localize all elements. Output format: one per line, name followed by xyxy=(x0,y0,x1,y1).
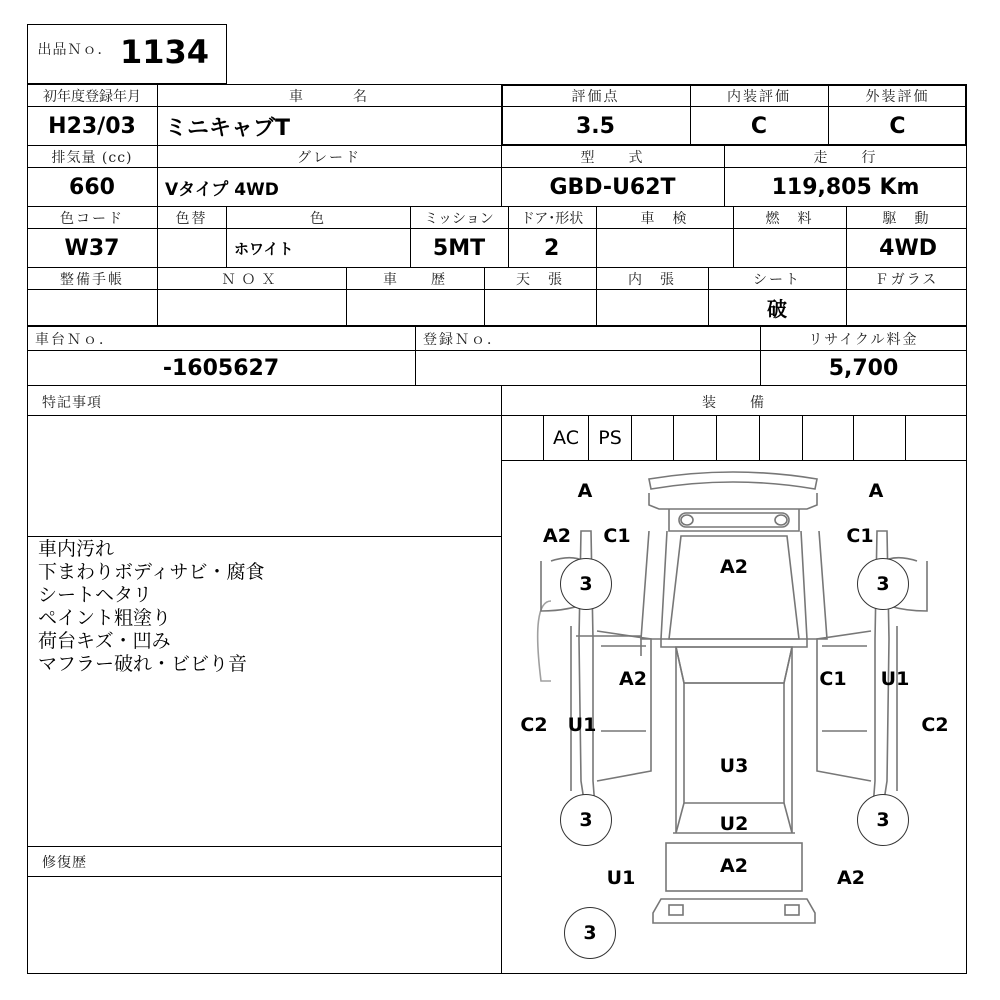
note-line: 車内汚れ xyxy=(38,538,115,560)
recolor-label: 色替 xyxy=(175,210,208,227)
damage-mark: C2 xyxy=(520,714,548,736)
drive-label: 駆 動 xyxy=(882,210,931,227)
equipment-cell xyxy=(673,416,674,460)
mission-label: ミッション xyxy=(424,210,494,227)
grade-label: グレード xyxy=(297,149,361,166)
maintenance-label: 整備手帳 xyxy=(60,271,124,288)
note-line: ペイント粗塗り xyxy=(38,607,172,629)
history-value xyxy=(346,290,484,325)
wheel-circle: 3 xyxy=(560,558,612,610)
color-value: ホワイト xyxy=(234,239,294,258)
inspection-label: 車 検 xyxy=(640,210,689,227)
damage-mark: A2 xyxy=(837,867,865,889)
wheel-circle: 3 xyxy=(857,558,909,610)
equipment-cell xyxy=(716,416,717,460)
notes-list xyxy=(38,538,493,676)
reg-year-value: H23/03 xyxy=(48,113,136,139)
damage-mark: A2 xyxy=(619,668,647,690)
damage-mark: U1 xyxy=(606,867,636,889)
divider xyxy=(27,415,967,416)
interior-value: C xyxy=(750,113,768,139)
mission-value: 5MT xyxy=(432,235,486,261)
interior-label: 内装評価 xyxy=(727,88,791,105)
grade-value: Vタイプ 4WD xyxy=(165,179,279,200)
equipment-cell xyxy=(853,416,854,460)
notes-label: 特記事項 xyxy=(42,394,102,411)
registration-number-value xyxy=(415,351,760,385)
divider xyxy=(27,876,501,877)
damage-mark: C1 xyxy=(819,668,847,690)
chassis-number-label: 車台Ｎｏ． xyxy=(35,332,115,348)
registration-number-label: 登録Ｎｏ． xyxy=(423,332,503,348)
wheel-circle: 3 xyxy=(857,794,909,846)
nox-label: ＮＯＸ xyxy=(221,271,282,288)
damage-mark: A xyxy=(868,480,884,502)
recycle-fee-label: リサイクル料金 xyxy=(808,332,919,348)
door-label: ドア･形状 xyxy=(520,210,584,227)
displacement-value: 660 xyxy=(69,174,115,200)
car-name-label: 車 名 xyxy=(289,88,369,105)
inner-lining-value xyxy=(596,290,708,325)
chassis-number-value: -1605627 xyxy=(162,355,280,381)
damage-mark: C1 xyxy=(846,525,874,547)
note-line: シートヘタリ xyxy=(38,584,153,606)
front-glass-label: Ｆガラス xyxy=(874,271,939,288)
damage-mark: A xyxy=(577,480,593,502)
drive-value: 4WD xyxy=(879,235,937,261)
inner-lining-label: 内 張 xyxy=(628,271,676,288)
damage-mark: U3 xyxy=(719,755,749,777)
color-code-label: 色コード xyxy=(60,210,124,227)
recolor-value xyxy=(157,229,226,267)
recycle-fee-value: 5,700 xyxy=(828,355,899,381)
front-glass-value xyxy=(846,290,967,325)
color-label: 色 xyxy=(310,210,326,227)
equipment-item-ac: AC xyxy=(553,427,579,449)
damage-mark: U1 xyxy=(880,668,910,690)
history-label: 車 歴 xyxy=(383,271,447,288)
model-label: 型 式 xyxy=(580,149,645,166)
repair-history-label: 修復歴 xyxy=(42,855,87,871)
score-label: 評価点 xyxy=(571,88,620,105)
score-value: 3.5 xyxy=(576,113,615,139)
wheel-circle: 3 xyxy=(564,907,616,959)
wheel-circle: 3 xyxy=(560,794,612,846)
repair-history-value xyxy=(30,880,38,920)
seat-label: シート xyxy=(753,271,801,288)
car-name-value: ミニキャブT xyxy=(165,115,291,141)
roof-lining-label: 天 張 xyxy=(516,271,564,288)
model-value: GBD-U62T xyxy=(549,174,676,200)
reg-year-label: 初年度登録年月 xyxy=(43,88,141,105)
exterior-label: 外装評価 xyxy=(865,88,930,105)
inspection-value xyxy=(596,229,733,267)
maintenance-value xyxy=(27,290,157,325)
damage-mark: U2 xyxy=(719,813,749,835)
fuel-value xyxy=(733,229,846,267)
divider xyxy=(27,536,501,537)
roof-lining-value xyxy=(484,290,596,325)
fuel-label: 燃 料 xyxy=(765,210,814,227)
lot-number: 1134 xyxy=(120,33,210,71)
equipment-cell xyxy=(905,416,906,460)
equipment-label: 装 備 xyxy=(702,394,766,411)
damage-mark: A2 xyxy=(720,855,748,877)
color-code-value: W37 xyxy=(64,235,120,261)
lot-number-label: 出品Ｎｏ． xyxy=(37,42,113,58)
divider xyxy=(27,846,501,847)
damage-mark: U1 xyxy=(567,714,597,736)
equipment-cell xyxy=(759,416,760,460)
seat-value: 破 xyxy=(767,297,787,321)
displacement-label: 排気量 (cc) xyxy=(51,149,133,166)
damage-mark: C1 xyxy=(603,525,631,547)
mileage-value: 119,805 Km xyxy=(771,174,920,200)
damage-mark: A2 xyxy=(720,556,748,578)
door-value: 2 xyxy=(544,235,560,261)
exterior-value: C xyxy=(889,113,906,139)
equipment-item-ps: PS xyxy=(598,427,622,449)
note-line: 下まわりボディサビ・腐食 xyxy=(38,561,265,583)
damage-mark: C2 xyxy=(921,714,949,736)
note-line: 荷台キズ・凹み xyxy=(38,630,171,652)
equipment-cell xyxy=(631,416,632,460)
mileage-label: 走 行 xyxy=(813,149,878,166)
equipment-cell xyxy=(802,416,803,460)
damage-mark: A2 xyxy=(543,525,571,547)
nox-value xyxy=(157,290,346,325)
note-line: マフラー破れ・ビビり音 xyxy=(38,653,248,675)
